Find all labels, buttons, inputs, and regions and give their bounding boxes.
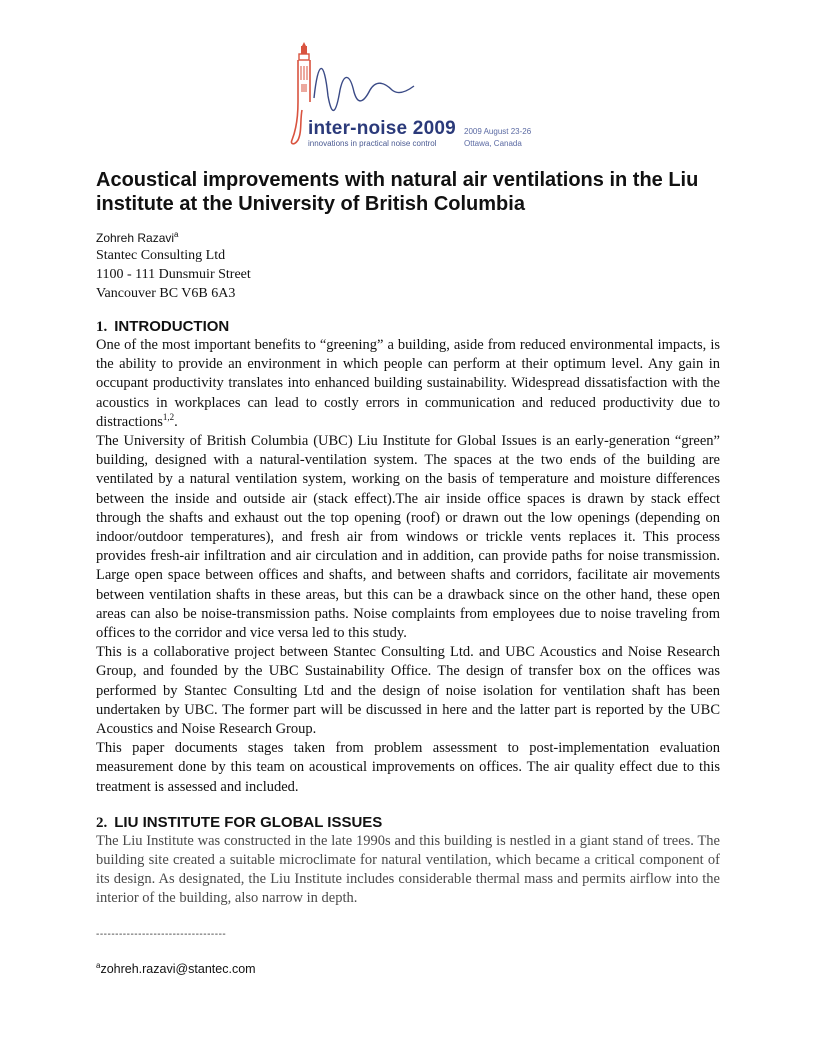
author-name-text: Zohreh Razavi [96, 231, 175, 245]
section-1-paragraph-1 [96, 336, 720, 432]
affiliation-line-3: Vancouver BC V6B 6A3 [96, 286, 236, 301]
footnote [96, 962, 256, 976]
section-1-p1-text: One of the most important benefits to “greening” a building, aside from reduced environmental impacts, is the ability to provide an environment in which people can perform at their optimum level. Any gain in occupant productivity translates into enhanced building sustainability. Widespread dissatisfaction with the acoustics in workplaces can lead to costly errors in communication and reduced productivity due to distractions [96, 337, 720, 430]
footnote-marker: a [96, 960, 101, 970]
section-2-title: LIU INSTITUTE FOR GLOBAL ISSUES [114, 813, 383, 831]
paper-title: Acoustical improvements with natural air ventilations in the Liu institute at the University of British Columbia [96, 169, 699, 215]
section-2-number: 2. [96, 814, 108, 831]
logo-tagline: innovations in practical noise control [308, 139, 437, 148]
author-marker: a [174, 230, 179, 239]
footnote-rule: ---------------------------------- [96, 929, 227, 940]
logo-date: 2009 August 23-26 [464, 127, 532, 136]
section-2-heading [96, 814, 720, 832]
author-name [96, 230, 720, 246]
footnote-email: zohreh.razavi@stantec.com [100, 962, 256, 976]
section-2-paragraph-1: The Liu Institute was constructed in the late 1990s and this building is nestled in a giant stand of trees. The building site created a suitable microclimate for natural ventilation, which became a critical component of its design. As designated, the Liu Institute includes considerable thermal mass and permits airflow into the interior of the building, also narrow in depth. [96, 832, 720, 907]
affiliation-line-1: Stantec Consulting Ltd [96, 248, 226, 263]
section-1-title: INTRODUCTION [114, 318, 230, 335]
logo-title: inter-noise 2009 [308, 118, 456, 139]
paper-body [96, 168, 720, 909]
section-1-p1-end: . [174, 413, 178, 430]
section-1-number: 1. [96, 319, 108, 335]
section-1-heading [96, 318, 720, 336]
section-1-paragraph-3: This is a collaborative project between Stantec Consulting Ltd. and UBC Acoustics and Noise Research Group, and founded by the UBC Sustainability Office. The design of transfer box on the offices was performed by Stantec Consulting Ltd and the design of noise isolation for ventilation shaft has been undertaken by UBC. The former part will be discussed in here and the latter part is reported by the UBC Acoustics and Noise Research Group. [96, 644, 720, 738]
affiliation-line-2: 1100 - 111 Dunsmuir Street [96, 267, 251, 282]
citation-ref: 1,2 [162, 411, 175, 422]
section-1-paragraph-4: This paper documents stages taken from problem assessment to post-implementation evaluation measurement done by this team on acoustical improvements on offices. The air quality effect due to this treatment is assessed and included. [96, 740, 720, 795]
section-1-paragraph-2: The University of British Columbia (UBC) Liu Institute for Global Issues is an early-generation “green” building, designed with a natural-ventilation system. The spaces at the two ends of the building are ventilated by a natural ventilation system, working on the basis of temperature and moisture differences between the inside and outside air (stack effect).The air inside office spaces is drawn by stack effect through the shafts and exhaust out the top opening (roof) or drawn out the low openings (depending on indoor/outdoor temperatures), and fresh air from windows or trickle vents replaces it. This process provides fresh-air infiltration and air circulation and in addition, can provide paths for noise transmission. Large open space between offices and shafts, and between shafts and corridors, facilitate air movements between ventilation shafts in these areas, but this can be a drawback since on the other hand, these open areas can also be noise-transmission paths. Noise complaints from employees due to noise traveling from offices to the corridor and vice versa led to this study. [96, 433, 720, 642]
logo-place: Ottawa, Canada [464, 139, 522, 148]
conference-logo [288, 40, 548, 152]
